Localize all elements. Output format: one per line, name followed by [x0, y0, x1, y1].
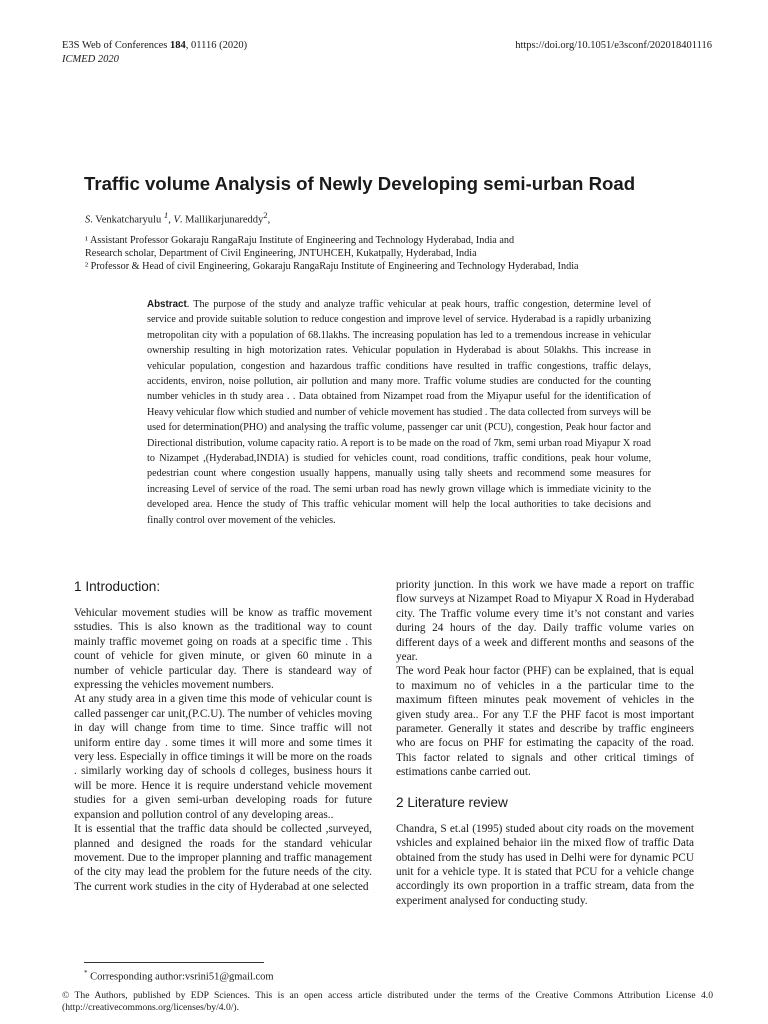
journal-line: [62, 39, 247, 53]
affiliation-line: Research scholar, Department of Civil Engineering, JNTUHCEH, Kukatpally, Hyderabad, India: [85, 248, 477, 260]
journal-name: E3S Web of Conferences: [62, 40, 168, 51]
author-2-initial: V: [173, 214, 180, 226]
journal-volume: 184: [170, 40, 186, 51]
paper-title: Traffic volume Analysis of Newly Developing semi-urban Road: [84, 173, 636, 195]
affiliation-line: ² Professor & Head of civil Engineering, Gokaraju RangaRaju Institute of Engineering and Technology Hyderabad, India: [85, 261, 579, 273]
section-heading-literature: 2 Literature review: [396, 794, 508, 810]
affiliation-line: ¹ Assistant Professor Gokaraju RangaRaju Institute of Engineering and Technology Hyderabad, India and: [85, 235, 515, 246]
footnote-mark: *: [84, 969, 88, 977]
body-paragraph: Chandra, S et.al (1995) studed about city roads on the movement vshicles and explained behaior iin the mixed flow of traffic Data obtained from the study has used in Delhi were for dynamic PCU unit for a vehicle type. It is stated that PCU for a vehicle change accordingly its own proportion in a traffic stream, data from the experiment analysed for conducting study.: [396, 822, 694, 907]
license-notice: © The Authors, published by EDP Sciences. This is an open access article distributed under the terms of the Creative Commons Attribution License 4.0 (http://creativecommons.org/licenses/by/4.0/).: [62, 990, 713, 1013]
footnote-divider: [84, 962, 264, 963]
abstract: [147, 297, 651, 528]
body-paragraph: It is essential that the traffic data should be collected ,surveyed, planned and designed the roads for the standard vehicular movement. Due to the improper planning and traffic management of the city may lead the problem for the future needs of the city. The current work studies in the city of Hyderabad at one selected: [74, 823, 372, 893]
running-header: [62, 39, 247, 67]
abstract-label: Abstract: [147, 299, 187, 310]
author-list: [85, 208, 270, 228]
author-1-mark: 1: [163, 210, 169, 220]
section-heading-introduction: 1 Introduction:: [74, 579, 161, 594]
footnote: [84, 966, 274, 985]
footnote-text: Corresponding author:vsrini51@gmail.com: [87, 971, 274, 983]
author-separator: ,: [168, 214, 174, 226]
body-paragraph: priority junction. In this work we have made a report on traffic flow surveys at Nizampet Road to Miyapur X Road in Hyderabad city. The Traffic volume every time it’s not constant and varies during 24 hours of the day. Daily traffic volume varies on different days of a week and different months and seasons of the year.: [396, 579, 694, 664]
author-trail: ,: [267, 214, 271, 226]
article-info: , 01116 (2020): [185, 40, 248, 51]
body-paragraph: The word Peak hour factor (PHF) can be explained, that is equal to maximum no of vehicles in a the particular time to the maximum fifteen minutes peak movement of vehicles in the given study area.. For any T.F the PHF facot is most important parameter. Generally it states and describe by traffic engineers who are focus on PHF for estimating the capacity of the road. This factor related to signals and other critical timings of estimations canbe carried out.: [396, 665, 694, 779]
abstract-text: . The purpose of the study and analyze traffic vehicular at peak hours, traffic congestion, determine level of service and provide suitable solution to reduce congestion and improve level of service. Hyderabad is a rapidly urbanizing metropolitan city with a population of 68.1lakhs. The increasing population has led to a tremendous increase in vehicular ownership resulting in high motorization rates. Vehicular population in Hyderabad is about 50lakhs. This increase in vehicular population, congestion and hazardous traffic conditions have resulted in traffic congestions, traffic delays, accidents, environ, noise pollution, air pollution and many more. Traffic volume studies are conducted for the counting number vehicles in th study area . . Data obtained from Nizampet road from the Miyapur useful for the identification of Heavy vehicular flow which studied and number of vehicle movement has studied . The data collected from surveys will be used for determination(PHO) and analysing the traffic volume, passenger car unit (PCU), congestion, Peak hour factor and Directional distribution, volume capacity ratio. A report is to be made on the road of 7km, semi urban road Miyapur X road to Nizampet ,(Hyderabad,INDIA) is studied for vehicles count, road conditions, traffic conditions, peak hour volume, pedestrian count where congestion usually happens, manually using tally sheets and recommend some measures for increasing Level of service of the road. The semi urban road has newly grown village which is immediate vicinity to the developed area. Hence the study of This traffic vehicular moment will help the local authorities to take decisions and finally control over movement of the vehicles.: [147, 299, 651, 526]
author-2-mark: 2: [263, 210, 268, 220]
author-1-initial: S: [85, 214, 91, 226]
doi-link[interactable]: https://doi.org/10.1051/e3sconf/202018401116: [515, 40, 712, 51]
left-column: [74, 578, 372, 894]
affiliations: [85, 234, 579, 274]
body-paragraph: At any study area in a given time this mode of vehicular count is called passenger car unit,(P.C.U). The number of vehicles moving in day will change from time to time. Since traffic will not uniform entire day . some times it will more and some times it very less. Especially in office timings it will be more on the roads . similarly working day of schools d colleges, business hours it will be more. Hence it is require understand vehicle movement studies for a given semi-urban developing roads for future expansion and pollution control of any developing areas..: [74, 693, 372, 821]
right-column: [396, 578, 694, 908]
author-1-name: . Venkatcharyulu: [90, 214, 164, 226]
body-paragraph: Vehicular movement studies will be know as traffic movement sstudies. This is also known as the traditional way to count mainly traffic movemet going on roads at a specific time . This count of vehicle for given minute, or given 60 minute in a number of vehicle particular day. There is standeard way of expressing the vehicles movement numbers.: [74, 607, 372, 692]
author-2-name: . Mallikarjunareddy: [179, 214, 264, 226]
event-name: ICMED 2020: [62, 54, 119, 65]
